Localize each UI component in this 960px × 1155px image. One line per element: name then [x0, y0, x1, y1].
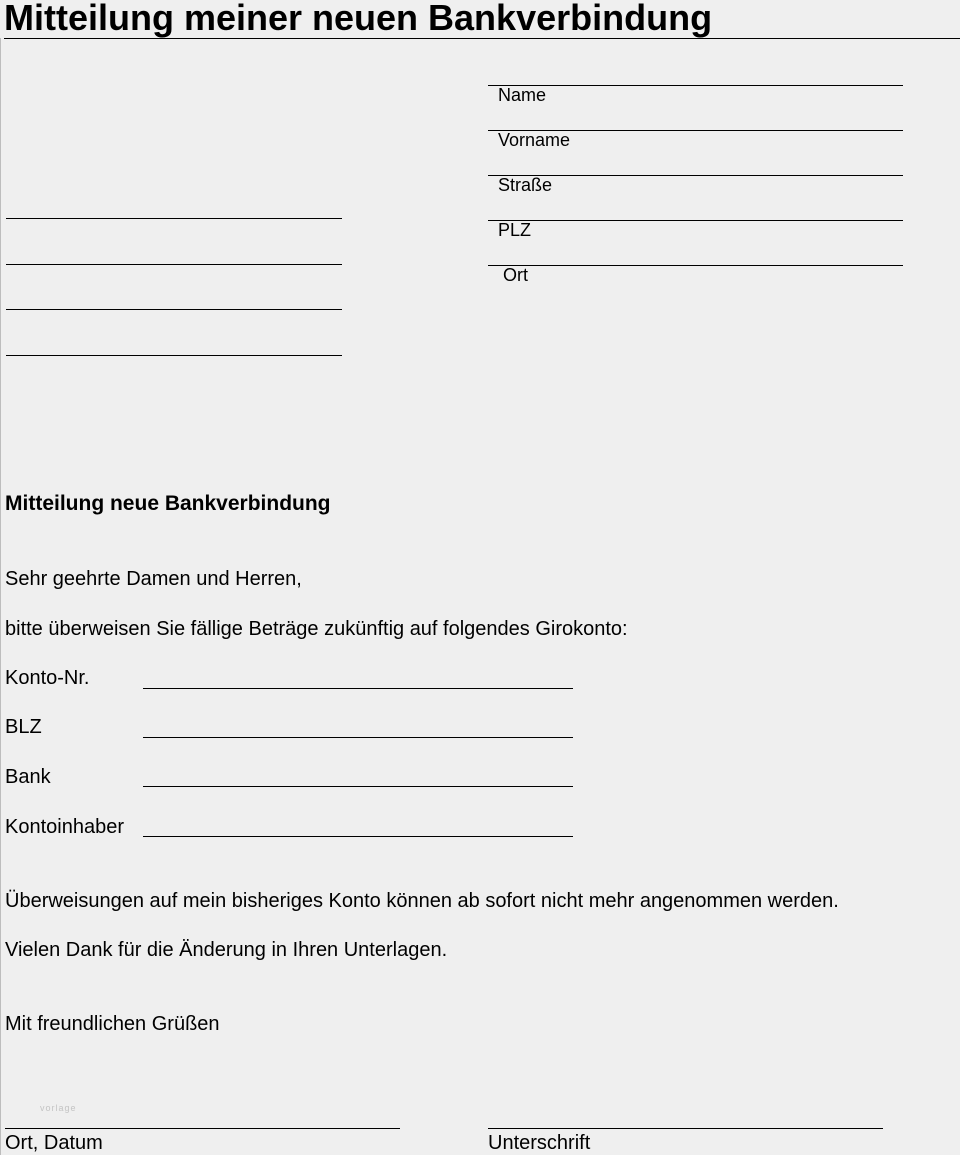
recipient-address-line-1[interactable]: [6, 218, 342, 219]
letter-subject: Mitteilung neue Bankverbindung: [5, 492, 331, 515]
salutation: Sehr geehrte Damen und Herren,: [5, 568, 302, 590]
intro-text: bitte überweisen Sie fällige Beträge zukünftig auf folgendes Girokonto:: [5, 618, 628, 640]
bank-name-label: Bank: [5, 766, 51, 788]
thanks-text: Vielen Dank für die Änderung in Ihren Unterlagen.: [5, 939, 448, 961]
account-holder-label: Kontoinhaber: [5, 816, 124, 838]
closing-text: Mit freundlichen Grüßen: [5, 1013, 220, 1035]
sender-city-label: Ort: [498, 265, 529, 285]
place-date-line[interactable]: [5, 1128, 400, 1129]
account-number-line[interactable]: [143, 688, 573, 689]
sender-firstname-field[interactable]: [488, 107, 903, 150]
sender-name-label: Name: [498, 85, 547, 105]
bank-code-line[interactable]: [143, 737, 573, 738]
account-holder-line[interactable]: [143, 836, 573, 837]
bank-code-label: BLZ: [5, 716, 42, 738]
signature-line[interactable]: [488, 1128, 883, 1129]
sender-street-field[interactable]: [488, 152, 903, 195]
sender-postcode-field[interactable]: [488, 197, 903, 240]
sender-postcode-label: PLZ: [498, 220, 532, 240]
recipient-address-line-4[interactable]: [6, 355, 342, 356]
document-title: Mitteilung meiner neuen Bankverbindung: [4, 0, 713, 38]
account-number-label: Konto-Nr.: [5, 667, 90, 689]
watermark: vorlage: [40, 1103, 77, 1113]
sender-city-field[interactable]: [488, 242, 903, 285]
page-left-border: [0, 38, 1, 1155]
recipient-address-line-3[interactable]: [6, 309, 342, 310]
sender-name-field[interactable]: [488, 62, 903, 105]
recipient-address-line-2[interactable]: [6, 264, 342, 265]
signature-label: Unterschrift: [488, 1132, 591, 1154]
sender-street-label: Straße: [498, 175, 553, 195]
title-underline: [4, 38, 960, 39]
sender-firstname-label: Vorname: [498, 130, 571, 150]
place-date-label: Ort, Datum: [5, 1132, 103, 1154]
bank-name-line[interactable]: [143, 786, 573, 787]
notice-text: Überweisungen auf mein bisheriges Konto können ab sofort nicht mehr angenommen werden.: [5, 890, 839, 912]
